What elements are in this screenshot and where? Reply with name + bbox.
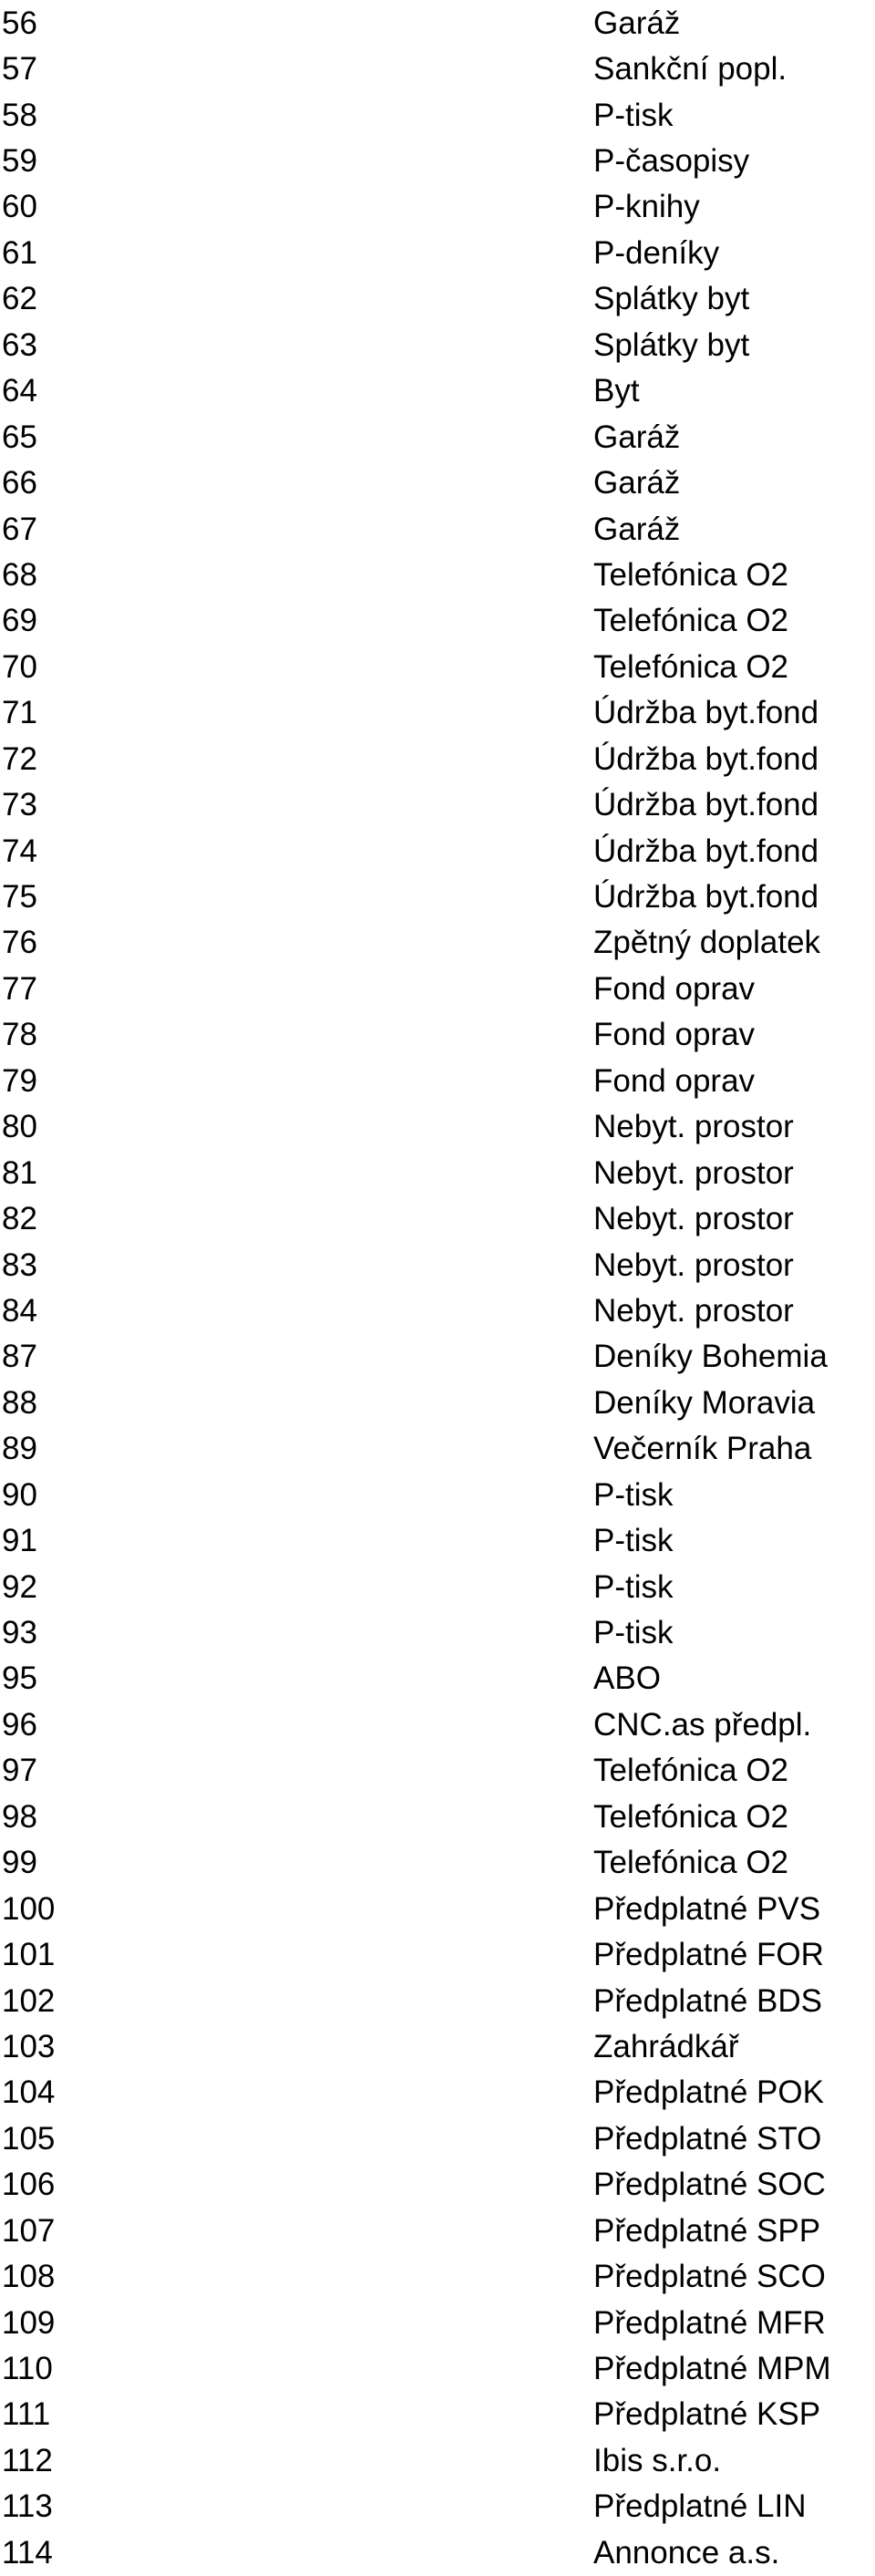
row-number: 66 <box>2 465 37 502</box>
row-name: Nebyt. prostor <box>593 1109 794 1145</box>
table-row <box>0 828 875 874</box>
row-number: 110 <box>2 2351 53 2387</box>
row-name: Ibis s.r.o. <box>593 2442 722 2478</box>
table-row <box>0 690 875 736</box>
row-name: Údržba byt.fond <box>593 833 819 869</box>
row-name: P-tisk <box>593 1523 674 1559</box>
row-number: 69 <box>2 603 37 639</box>
row-name: Předplatné SOC <box>593 2167 826 2203</box>
table-row <box>0 1058 875 1103</box>
row-number: 80 <box>2 1109 37 1145</box>
table-row <box>0 230 875 275</box>
row-number: 97 <box>2 1753 37 1789</box>
row-name: Údržba byt.fond <box>593 879 819 916</box>
table-row <box>0 1794 875 1839</box>
row-name: Večerník Praha <box>593 1431 812 1467</box>
row-number: 104 <box>2 2074 56 2111</box>
row-number: 79 <box>2 1062 37 1099</box>
table-row <box>0 368 875 414</box>
table-row <box>0 552 875 597</box>
table-row <box>0 1242 875 1288</box>
table-row <box>0 2529 875 2575</box>
row-number: 74 <box>2 833 37 869</box>
row-number: 107 <box>2 2212 56 2249</box>
table-row <box>0 322 875 367</box>
table-row <box>0 1564 875 1609</box>
table-row <box>0 920 875 966</box>
row-name: Sankční popl. <box>593 51 788 88</box>
table-row <box>0 0 875 46</box>
table-row <box>0 781 875 827</box>
table-row <box>0 1609 875 1655</box>
row-number: 113 <box>2 2488 53 2525</box>
row-name: P-časopisy <box>593 143 750 180</box>
table-row <box>0 966 875 1011</box>
table-row <box>0 1702 875 1747</box>
row-name: Telefónica O2 <box>593 648 789 685</box>
row-number: 67 <box>2 511 37 547</box>
table-row <box>0 46 875 91</box>
row-name: Předplatné SCO <box>593 2259 826 2295</box>
row-name: Nebyt. prostor <box>593 1247 794 1283</box>
row-number: 88 <box>2 1384 37 1421</box>
row-name: Předplatné STO <box>593 2120 822 2157</box>
table-row <box>0 414 875 460</box>
row-number: 93 <box>2 1615 37 1651</box>
row-name: P-tisk <box>593 1615 674 1651</box>
row-name: Předplatné SPP <box>593 2212 821 2249</box>
table-row <box>0 1840 875 1886</box>
row-name: Nebyt. prostor <box>593 1201 794 1237</box>
row-number: 56 <box>2 5 37 41</box>
table-row <box>0 1517 875 1563</box>
row-number: 101 <box>2 1937 56 1973</box>
row-name: Předplatné MFR <box>593 2304 826 2341</box>
row-number: 75 <box>2 879 37 916</box>
table-row <box>0 2253 875 2299</box>
row-name: P-deníky <box>593 234 720 271</box>
row-name: P-tisk <box>593 1476 674 1513</box>
row-name: Předplatné KSP <box>593 2396 821 2433</box>
row-name: Předplatné PVS <box>593 1890 821 1927</box>
table-row <box>0 1334 875 1380</box>
table-row <box>0 1472 875 1517</box>
table-row <box>0 184 875 230</box>
row-number: 57 <box>2 51 37 88</box>
row-name: Garáž <box>593 511 681 547</box>
row-number: 63 <box>2 326 37 363</box>
table-row <box>0 1104 875 1150</box>
row-number: 108 <box>2 2259 56 2295</box>
row-number: 72 <box>2 740 37 777</box>
row-number: 111 <box>2 2396 51 2433</box>
row-name: Garáž <box>593 5 681 41</box>
table-row <box>0 1380 875 1425</box>
row-name: Telefónica O2 <box>593 1753 789 1789</box>
table-row <box>0 2300 875 2345</box>
row-number: 114 <box>2 2534 53 2571</box>
row-number: 77 <box>2 970 37 1007</box>
table-row <box>0 138 875 183</box>
row-name: Zpětný doplatek <box>593 925 821 961</box>
table-row <box>0 874 875 919</box>
row-number: 71 <box>2 695 37 731</box>
row-name: Telefónica O2 <box>593 603 789 639</box>
table-row <box>0 460 875 505</box>
row-name: Fond oprav <box>593 970 756 1007</box>
table-row <box>0 1012 875 1058</box>
row-number: 70 <box>2 648 37 685</box>
table-row <box>0 2345 875 2391</box>
table-row <box>0 2023 875 2069</box>
row-name: Annonce a.s. <box>593 2534 780 2571</box>
row-number: 58 <box>2 97 37 133</box>
row-name: Splátky byt <box>593 281 750 317</box>
row-name: Nebyt. prostor <box>593 1292 794 1329</box>
row-number: 62 <box>2 281 37 317</box>
table-row <box>0 1195 875 1241</box>
row-number: 82 <box>2 1201 37 1237</box>
row-number: 76 <box>2 925 37 961</box>
row-number: 92 <box>2 1568 37 1605</box>
row-name: Deníky Moravia <box>593 1384 816 1421</box>
row-number: 89 <box>2 1431 37 1467</box>
table-row <box>0 2162 875 2208</box>
row-number: 81 <box>2 1154 37 1191</box>
row-number: 112 <box>2 2442 53 2478</box>
row-name: Splátky byt <box>593 326 750 363</box>
row-number: 106 <box>2 2167 56 2203</box>
row-name: CNC.as předpl. <box>593 1706 812 1743</box>
table-row <box>0 1150 875 1195</box>
table-row <box>0 1656 875 1702</box>
row-number: 87 <box>2 1339 37 1375</box>
table-row <box>0 1288 875 1333</box>
row-name: Zahrádkář <box>593 2028 739 2064</box>
row-name: Garáž <box>593 419 681 455</box>
table-row <box>0 598 875 644</box>
row-name: Telefónica O2 <box>593 1798 789 1835</box>
row-number: 96 <box>2 1706 37 1743</box>
row-name: Telefónica O2 <box>593 1845 789 1881</box>
row-number: 68 <box>2 556 37 593</box>
row-number: 103 <box>2 2028 56 2064</box>
table-row <box>0 92 875 138</box>
row-name: Telefónica O2 <box>593 556 789 593</box>
row-number: 90 <box>2 1476 37 1513</box>
row-number: 99 <box>2 1845 37 1881</box>
row-number: 60 <box>2 189 37 225</box>
table-row <box>0 2208 875 2253</box>
row-number: 91 <box>2 1523 37 1559</box>
row-name: Předplatné FOR <box>593 1937 824 1973</box>
row-name: Předplatné LIN <box>593 2488 807 2525</box>
table-row <box>0 2392 875 2437</box>
row-name: Fond oprav <box>593 1062 756 1099</box>
row-name: Deníky Bohemia <box>593 1339 828 1375</box>
row-number: 59 <box>2 143 37 180</box>
row-name: P-knihy <box>593 189 700 225</box>
row-number: 102 <box>2 1982 56 2019</box>
row-name: Údržba byt.fond <box>593 787 819 823</box>
row-name: Garáž <box>593 465 681 502</box>
row-name: Byt <box>593 373 640 409</box>
row-number: 73 <box>2 787 37 823</box>
row-name: Předplatné MPM <box>593 2351 831 2387</box>
row-number: 84 <box>2 1292 37 1329</box>
table-row <box>0 644 875 689</box>
row-number: 61 <box>2 234 37 271</box>
row-name: P-tisk <box>593 1568 674 1605</box>
table-row <box>0 1886 875 1931</box>
row-name: Fond oprav <box>593 1017 756 1053</box>
table-row <box>0 736 875 781</box>
table-row <box>0 1748 875 1794</box>
row-number: 83 <box>2 1247 37 1283</box>
row-name: P-tisk <box>593 97 674 133</box>
table-row <box>0 276 875 322</box>
row-number: 64 <box>2 373 37 409</box>
row-name: Nebyt. prostor <box>593 1154 794 1191</box>
row-number: 65 <box>2 419 37 455</box>
table-row <box>0 2437 875 2483</box>
table-row <box>0 2070 875 2116</box>
table-row <box>0 2484 875 2529</box>
row-number: 98 <box>2 1798 37 1835</box>
table-row <box>0 506 875 552</box>
row-name: ABO <box>593 1660 661 1697</box>
row-number: 78 <box>2 1017 37 1053</box>
row-number: 95 <box>2 1660 37 1697</box>
table-row <box>0 1978 875 2023</box>
table-row <box>0 2116 875 2161</box>
row-number: 105 <box>2 2120 56 2157</box>
row-name: Údržba byt.fond <box>593 740 819 777</box>
row-name: Údržba byt.fond <box>593 695 819 731</box>
row-number: 100 <box>2 1890 56 1927</box>
row-number: 109 <box>2 2304 56 2341</box>
row-name: Předplatné POK <box>593 2074 824 2111</box>
row-name: Předplatné BDS <box>593 1982 822 2019</box>
table-row <box>0 1931 875 1977</box>
table-row <box>0 1426 875 1472</box>
